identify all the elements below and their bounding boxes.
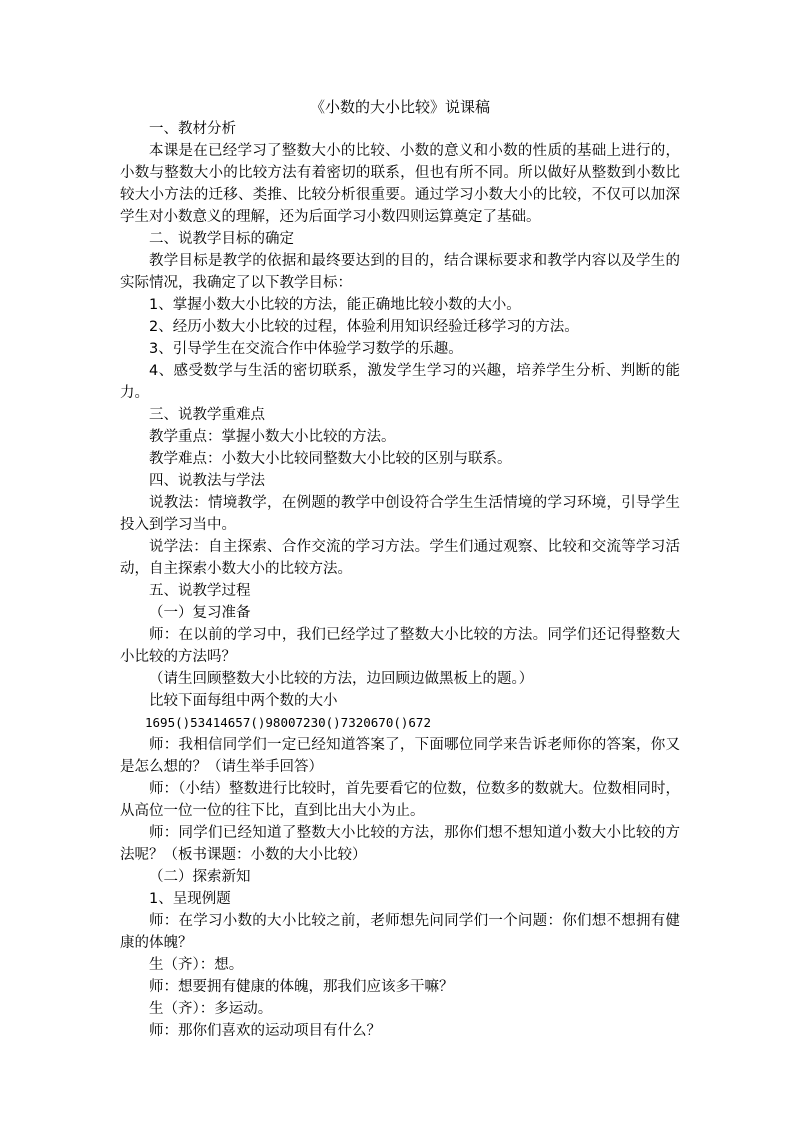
heading-teaching-goals: 二、说教学目标的确定 (149, 231, 294, 247)
goal-item-1: 1、掌握小数大小比较的方法，能正确地比较小数的大小。 (149, 297, 521, 313)
paragraph-textbook-analysis: 本课是在已经学习了整数大小的比较、小数的意义和小数的性质的基础上进行的，小数与整数大小的比较方法有着密切的联系，但也有所不同。所以做好从整数到小数比较大小方法的迁移、类推、比较分析很重要。通过学习小数大小的比较，不仅可以加深学生对小数意义的理解，还为后面学习小数四则运算奠定了基础。 (120, 143, 680, 225)
document-page (120, 96, 680, 1042)
exercise-numbers: 1695()53414657()98007230()7320670()672 (145, 715, 431, 730)
goal-item-3: 3、引导学生在交流合作中体验学习数学的乐趣。 (149, 341, 463, 357)
paragraph-topic-intro: 师：同学们已经知道了整数大小比较的方法，那你们想不想知道小数大小比较的方法呢？（板书课题：小数的大小比较） (120, 825, 680, 863)
subheading-review: （一）复习准备 (149, 605, 251, 621)
difficult-point: 教学难点：小数大小比较同整数大小比较的区别与联系。 (149, 451, 512, 467)
paragraph-summary: 师：（小结）整数进行比较时，首先要看它的位数，位数多的数就大。位数相同时，从高位一位一位的往下比，直到比出大小为止。 (120, 781, 680, 819)
dialogue-line-2: 生（齐）：想。 (149, 957, 244, 973)
learning-method: 说学法：自主探索、合作交流的学习方法。学生们通过观察、比较和交流等学习活动，自主探索小数大小的比较方法。 (120, 539, 680, 577)
key-point: 教学重点：掌握小数大小比较的方法。 (149, 429, 396, 445)
heading-textbook-analysis: 一、教材分析 (149, 121, 236, 137)
paragraph-teaching-goals: 教学目标是教学的依据和最终要达到的目的，结合课标要求和教学内容以及学生的实际情况，我确定了以下教学目标： (120, 253, 680, 291)
heading-key-points: 三、说教学重难点 (149, 407, 265, 423)
dialogue-line-4: 生（齐）：多运动。 (149, 1001, 273, 1017)
dialogue-line-1: 师：在学习小数的大小比较之前，老师想先问同学们一个问题：你们想不想拥有健康的体魄？ (120, 913, 680, 951)
goal-item-2: 2、经历小数大小比较的过程，体验利用知识经验迁移学习的方法。 (149, 319, 579, 335)
heading-process: 五、说教学过程 (149, 583, 251, 599)
heading-methods: 四、说教法与学法 (149, 473, 265, 489)
dialogue-line-3: 师：想要拥有健康的体魄，那我们应该多干嘛？ (149, 979, 454, 995)
paragraph-teacher-question: 师：我相信同学们一定已经知道答案了，下面哪位同学来告诉老师你的答案，你又是怎么想的？（请生举手回答） (120, 737, 680, 775)
exercise-prompt: 比较下面每组中两个数的大小 (149, 693, 338, 709)
teaching-method: 说教法：情境教学，在例题的教学中创设符合学生生活情境的学习环境，引导学生投入到学习当中。 (120, 495, 680, 533)
example-heading: 1、呈现例题 (149, 891, 231, 907)
subheading-explore: （二）探索新知 (149, 869, 251, 885)
goal-item-4: 4、感受数学与生活的密切联系，激发学生学习的兴趣，培养学生分析、判断的能力。 (120, 363, 680, 401)
document-title: 《小数的大小比较》说课稿 (309, 98, 490, 116)
dialogue-line-5: 师：那你们喜欢的运动项目有什么？ (149, 1023, 381, 1039)
paragraph-review-intro: 师：在以前的学习中，我们已经学过了整数大小比较的方法。同学们还记得整数大小比较的方法吗？ (120, 627, 680, 665)
paragraph-review-note: （请生回顾整数大小比较的方法，边回顾边做黑板上的题。） (149, 671, 534, 687)
